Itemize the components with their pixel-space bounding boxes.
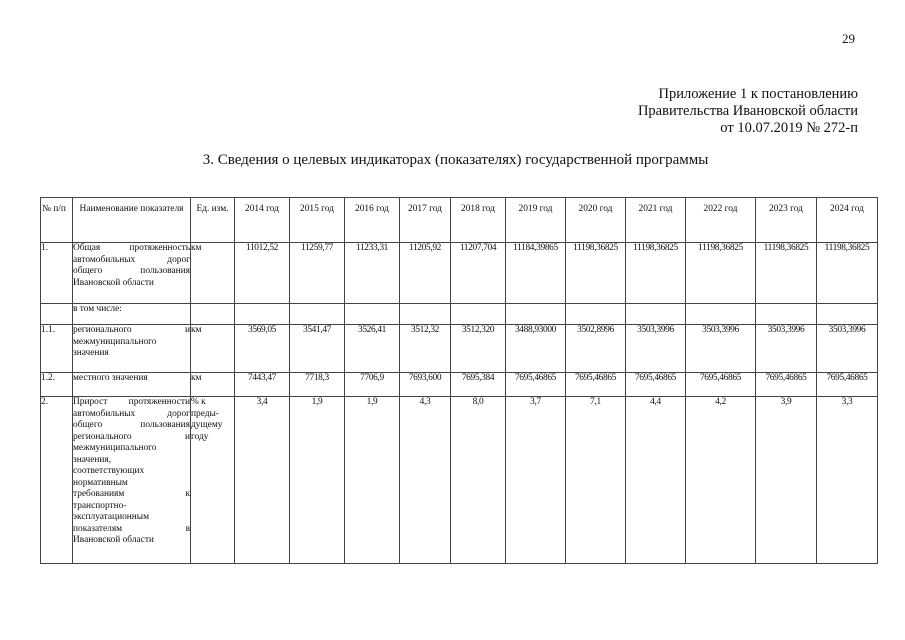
value-cell: 7718,3 [290,373,345,397]
unit [191,397,235,564]
value-cell [626,304,686,325]
header-unit: Ед. изм. [191,198,235,243]
name-line: значения, [73,454,112,465]
value-cell [817,304,878,325]
value-cell: 7695,46865 [817,373,878,397]
table-row [41,397,878,564]
value-cell: 7443,47 [235,373,290,397]
value-cell: 11198,36825 [626,243,686,304]
header-year: 2016 год [345,198,400,243]
value-cell: 11198,36825 [686,243,756,304]
value-cell: 4,2 [686,397,756,564]
value-cell: 1,9 [345,397,400,564]
value-cell: 11198,36825 [756,243,817,304]
indicators-table [40,197,878,564]
name-line: автомобильных дорог [73,254,190,265]
name-line: общего пользования [73,420,190,430]
value-cell: 7695,46865 [756,373,817,397]
value-cell: 3,9 [756,397,817,564]
name-line: эксплуатационным [73,512,150,522]
header-year: 2020 год [566,198,626,243]
header-year: 2024 год [817,198,878,243]
table-row [41,243,878,304]
table-row [41,373,878,397]
value-cell: 7,1 [566,397,626,564]
row-number: 1.1. [41,325,73,373]
value-cell: 4,3 [400,397,451,564]
header-year: 2023 год [756,198,817,243]
row-number: 1. [41,243,73,304]
name-line: автомобильных дорог [73,408,190,419]
name-line: межмуниципального [73,336,157,347]
name-line: общего пользования [73,266,190,276]
value-cell [290,304,345,325]
row-number: 1.2. [41,373,73,397]
unit: км [191,243,235,304]
value-cell: 3503,3996 [686,325,756,373]
header-year: 2015 год [290,198,345,243]
table-row [41,304,878,325]
value-cell: 3503,3996 [626,325,686,373]
value-cell: 3569,05 [235,325,290,373]
value-cell [756,304,817,325]
value-cell: 11198,36825 [566,243,626,304]
value-cell: 3512,320 [451,325,506,373]
unit-line: году [191,431,209,442]
value-cell: 3488,93000 [506,325,566,373]
value-cell [566,304,626,325]
value-cell: 7693,600 [400,373,451,397]
indicator-name [73,304,191,325]
unit [191,304,235,325]
appendix-line-3: от 10.07.2019 № 272-п [720,120,858,136]
value-cell: 8,0 [451,397,506,564]
unit-line: дущему [191,420,223,430]
row-number [41,304,73,325]
name-line: Ивановской области [73,277,154,288]
value-cell: 11184,39865 [506,243,566,304]
name-line: транспортно- [73,500,127,511]
value-cell: 7695,46865 [506,373,566,397]
name-line: межмуниципального [73,443,157,453]
header-year: 2014 год [235,198,290,243]
page-number: 29 [842,31,855,46]
appendix-line-2: Правительства Ивановской области [637,103,858,119]
value-cell: 3,4 [235,397,290,564]
value-cell: 3526,41 [345,325,400,373]
section-title: 3. Сведения о целевых индикаторах (показателях) государственной программы [202,152,709,168]
indicator-name [73,243,191,304]
value-cell: 11233,31 [345,243,400,304]
value-cell: 3512,32 [400,325,451,373]
value-cell: 4,4 [626,397,686,564]
value-cell [686,304,756,325]
unit: км [191,373,235,397]
indicator-name [73,397,191,564]
name-line: Ивановской области [73,535,154,545]
name-line: нормативным [73,477,128,488]
value-cell: 3,7 [506,397,566,564]
table-header-row [41,198,878,243]
value-cell: 7695,384 [451,373,506,397]
header-no: № п/п [41,198,73,243]
value-cell [506,304,566,325]
name-line: соответствующих [73,466,145,476]
indicator-name [73,373,191,397]
value-cell: 1,9 [290,397,345,564]
value-cell: 11205,92 [400,243,451,304]
header-year: 2021 год [626,198,686,243]
value-cell: 11012,52 [235,243,290,304]
value-cell: 7695,46865 [686,373,756,397]
name-line: Прирост протяженности [73,397,190,407]
unit-line: % к [191,397,206,407]
appendix-line-1: Приложение 1 к постановлению [658,86,858,102]
name-line: местного значения [73,373,148,383]
name-line: Общая протяженность [73,243,190,253]
value-cell: 3503,3996 [756,325,817,373]
value-cell [400,304,451,325]
value-cell: 3503,3996 [817,325,878,373]
value-cell: 7695,46865 [626,373,686,397]
header-year: 2019 год [506,198,566,243]
appendix-caption [458,86,858,137]
name-line: требованиям к [73,489,190,499]
value-cell: 11207,704 [451,243,506,304]
value-cell: 11198,36825 [817,243,878,304]
unit: км [191,325,235,373]
row-number: 2. [41,397,73,564]
header-name: Наименование показателя [73,198,191,243]
value-cell: 11259,77 [290,243,345,304]
name-line: в том числе: [73,304,122,314]
name-line: регионального и [73,431,190,442]
name-line: регионального и [73,325,190,335]
table-row [41,325,878,373]
header-year: 2022 год [686,198,756,243]
value-cell [451,304,506,325]
header-year: 2017 год [400,198,451,243]
value-cell [345,304,400,325]
header-year: 2018 год [451,198,506,243]
name-line: значения [73,348,109,358]
name-line: показателям в [73,523,190,534]
value-cell: 7706,9 [345,373,400,397]
value-cell: 3502,8996 [566,325,626,373]
value-cell: 7695,46865 [566,373,626,397]
value-cell [235,304,290,325]
value-cell: 3541,47 [290,325,345,373]
unit-line: преды- [191,408,219,419]
value-cell: 3,3 [817,397,878,564]
indicator-name [73,325,191,373]
